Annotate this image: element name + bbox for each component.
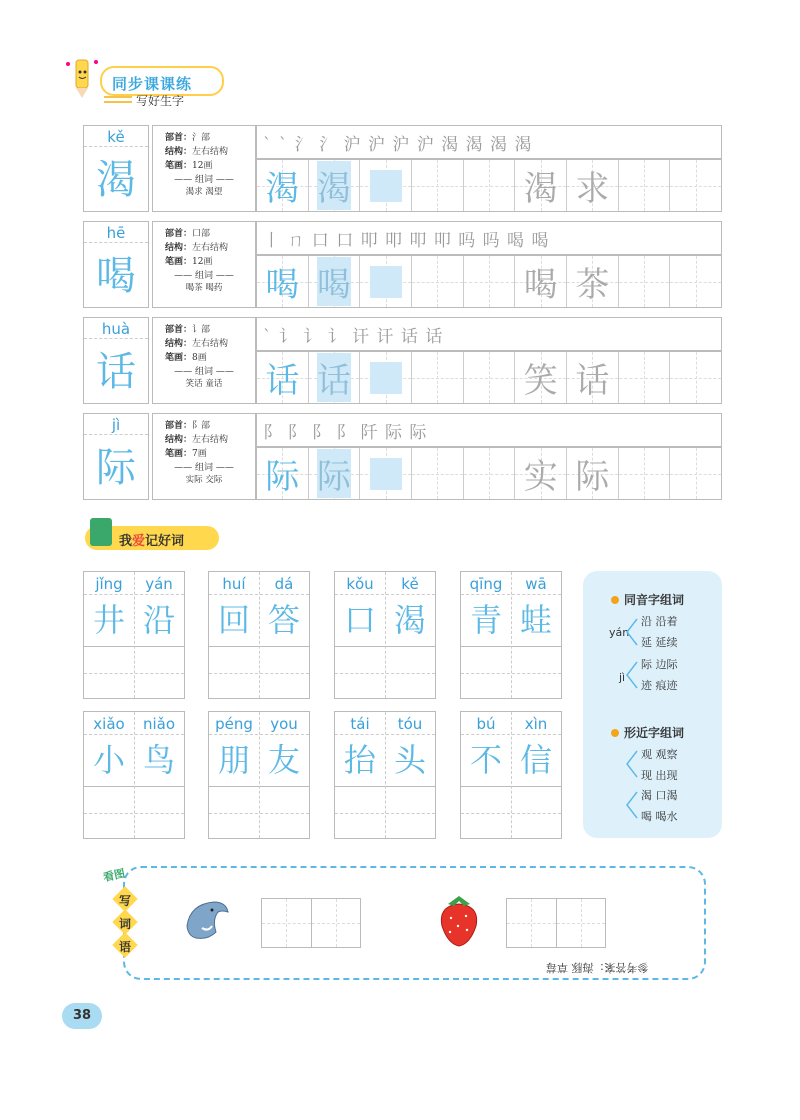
grid-cell-empty[interactable] [619, 448, 671, 499]
word-pinyin: huí [222, 575, 246, 593]
grid-cell-empty[interactable] [412, 448, 464, 499]
grid-cell-empty[interactable] [670, 160, 721, 211]
grid-cell-empty[interactable] [670, 448, 721, 499]
similar-line: 现 出现 [641, 769, 678, 782]
word-char: 不 [469, 741, 502, 779]
header-dash [104, 96, 132, 98]
radical-label: 部首： [165, 325, 193, 335]
group-label: —— 组词 —— [174, 463, 234, 473]
word-pinyin: yán [145, 575, 173, 593]
writing-grid[interactable] [256, 255, 722, 308]
word-box[interactable] [208, 711, 310, 839]
word-char: 信 [519, 741, 552, 779]
word-pinyin: xiǎo [93, 715, 125, 733]
grid-divider [84, 673, 184, 674]
grid-cell-trace[interactable]: 话 [309, 352, 361, 403]
grid-divider [511, 712, 512, 838]
structure-label: 结构： [165, 435, 193, 445]
char-box [83, 125, 149, 212]
grid-divider [461, 673, 561, 674]
char-box [83, 317, 149, 404]
grid-cell-empty[interactable] [412, 160, 464, 211]
practice-row [83, 317, 722, 404]
word-char: 渴 [393, 601, 426, 639]
group-words: 实际 交际 [185, 475, 223, 485]
grid-cell-shade[interactable] [360, 256, 412, 307]
yan-line: 延 延续 [641, 636, 678, 649]
answer-box[interactable] [506, 898, 606, 948]
grid-cell-sample[interactable]: 话 [257, 352, 309, 403]
char-big: 喝 [96, 253, 136, 299]
grid-cell-shade[interactable] [360, 352, 412, 403]
practice-row [83, 413, 722, 500]
word-pinyin: you [270, 715, 298, 733]
grid-cell-shade[interactable] [360, 448, 412, 499]
radical-value: 氵部 [192, 133, 211, 143]
similar-line: 渴 口渴 [641, 789, 678, 802]
word-char: 青 [469, 601, 502, 639]
char-pinyin: hē [84, 224, 148, 243]
strokes-label: 笔画： [165, 353, 193, 363]
grid-cell-empty[interactable] [464, 256, 516, 307]
header-subtitle: 写好生字 [136, 94, 185, 108]
char-box [83, 413, 149, 500]
word-pinyin: qīng [469, 575, 503, 593]
grid-cell-example[interactable]: 话 [567, 352, 619, 403]
word-pinyin: tái [350, 715, 370, 733]
bulb-icon [611, 596, 619, 604]
grid-cell-example[interactable]: 茶 [567, 256, 619, 307]
word-box[interactable] [208, 571, 310, 699]
grid-cell-sample[interactable]: 渴 [257, 160, 309, 211]
grid-cell-example[interactable]: 际 [567, 448, 619, 499]
header-title: 同步课课练 [112, 75, 193, 93]
radical-label: 部首： [165, 133, 193, 143]
strokes-value: 8画 [192, 353, 207, 363]
char-info [152, 221, 256, 308]
side-panel [583, 571, 722, 838]
group-words: 笑话 童话 [185, 379, 223, 389]
word-pinyin: bú [476, 715, 496, 733]
word-box[interactable] [83, 711, 185, 839]
word-box[interactable] [460, 711, 562, 839]
word-box[interactable] [334, 571, 436, 699]
group-words: 渴求 渴望 [185, 187, 223, 197]
char-big: 际 [96, 445, 136, 491]
word-pinyin: dá [274, 575, 294, 593]
strokes-label: 笔画： [165, 257, 193, 267]
book-icon [90, 518, 112, 546]
group-words: 喝茶 喝药 [185, 283, 223, 293]
practice-row [83, 221, 722, 308]
brace-icon [625, 660, 639, 690]
section-title: 我爱记好词 [119, 534, 185, 549]
structure-value: 左右结构 [192, 147, 229, 157]
word-char: 友 [267, 741, 300, 779]
word-box[interactable] [460, 571, 562, 699]
char-pinyin: kě [84, 128, 148, 147]
structure-label: 结构： [165, 243, 193, 253]
grid-divider [134, 572, 135, 698]
radical-value: 讠部 [192, 325, 211, 335]
grid-cell-example[interactable]: 渴 [515, 160, 567, 211]
char-box [83, 221, 149, 308]
similar-line: 观 观察 [641, 748, 678, 761]
dolphin-icon [182, 896, 232, 946]
grid-cell-empty[interactable] [619, 256, 671, 307]
word-box[interactable] [334, 711, 436, 839]
exercise-tag-top: 看图 [101, 866, 127, 885]
char-big: 渴 [96, 157, 136, 203]
strokes-value: 12画 [192, 257, 213, 267]
word-pinyin: tóu [397, 715, 423, 733]
strokes-value: 12画 [192, 161, 213, 171]
char-info [152, 317, 256, 404]
grid-cell-empty[interactable] [670, 352, 721, 403]
structure-value: 左右结构 [192, 243, 229, 253]
yan-line: 沿 沿着 [641, 615, 678, 628]
word-box[interactable] [83, 571, 185, 699]
writing-grid[interactable] [256, 447, 722, 500]
grid-divider [134, 712, 135, 838]
grid-cell-trace[interactable]: 际 [309, 448, 361, 499]
word-pinyin: jǐng [95, 575, 123, 593]
char-big: 话 [96, 349, 136, 395]
word-pinyin: péng [215, 715, 253, 733]
word-pinyin: kě [401, 575, 419, 593]
strawberry-icon [436, 892, 482, 948]
grid-divider [335, 673, 435, 674]
char-pinyin: jì [84, 416, 148, 435]
grid-cell-sample[interactable]: 际 [257, 448, 309, 499]
strokes-label: 笔画： [165, 161, 193, 171]
brace-icon [625, 790, 639, 820]
structure-label: 结构： [165, 147, 193, 157]
radical-value: 口部 [192, 229, 211, 239]
group-label: —— 组词 —— [174, 367, 234, 377]
grid-divider [259, 572, 260, 698]
word-char: 口 [343, 601, 376, 639]
char-info [152, 413, 256, 500]
writing-grid[interactable] [256, 159, 722, 212]
group-label: —— 组词 —— [174, 175, 234, 185]
word-pinyin: wā [525, 575, 547, 593]
strokes-label: 笔画： [165, 449, 193, 459]
stroke-order: 丨 ㄇ 口 口 叩 叩 叩 叩 吗 吗 喝 喝 [256, 221, 722, 255]
grid-divider [511, 572, 512, 698]
structure-value: 左右结构 [192, 435, 229, 445]
brace-icon [625, 617, 639, 647]
practice-row [83, 125, 722, 212]
bulb-icon [611, 729, 619, 737]
yan-label: yán [609, 626, 630, 639]
ji-line: 际 边际 [641, 658, 678, 671]
grid-cell-example[interactable]: 喝 [515, 256, 567, 307]
word-char: 沿 [142, 601, 175, 639]
stroke-order: 阝 阝 阝 阝 阡 际 际 [256, 413, 722, 447]
word-char: 头 [393, 741, 426, 779]
group-label: —— 组词 —— [174, 271, 234, 281]
word-char: 井 [92, 601, 125, 639]
grid-divider [84, 813, 184, 814]
grid-divider [385, 712, 386, 838]
word-pinyin: kǒu [346, 575, 374, 593]
grid-divider [461, 813, 561, 814]
grid-cell-empty[interactable] [464, 448, 516, 499]
homophone-title: 同音字组词 [611, 591, 684, 608]
strokes-value: 7画 [192, 449, 207, 459]
grid-cell-sample[interactable]: 喝 [257, 256, 309, 307]
tag-char: 语 [118, 940, 131, 954]
word-pinyin: niǎo [142, 715, 176, 733]
answer-box[interactable] [261, 898, 361, 948]
writing-grid[interactable] [256, 351, 722, 404]
ji-line: 迹 痕迹 [641, 679, 678, 692]
similar-title: 形近字组词 [611, 724, 684, 741]
structure-value: 左右结构 [192, 339, 229, 349]
grid-cell-example[interactable]: 笑 [515, 352, 567, 403]
tag-char: 写 [118, 894, 131, 908]
header-dash [104, 101, 132, 103]
grid-cell-example[interactable]: 求 [567, 160, 619, 211]
grid-cell-empty[interactable] [670, 256, 721, 307]
word-char: 回 [217, 601, 250, 639]
grid-divider [335, 813, 435, 814]
word-char: 小 [92, 741, 125, 779]
grid-divider [259, 712, 260, 838]
word-char: 鸟 [142, 741, 175, 779]
stroke-order: ` ` 氵 氵 沪 沪 沪 沪 渴 渴 渴 渴 [256, 125, 722, 159]
radical-label: 部首： [165, 421, 193, 431]
word-pinyin: xìn [524, 715, 548, 733]
grid-divider [209, 813, 309, 814]
ji-label: jì [619, 671, 626, 684]
char-pinyin: huà [84, 320, 148, 339]
char-info [152, 125, 256, 212]
page-number: 38 [62, 1003, 102, 1029]
grid-divider [385, 572, 386, 698]
grid-cell-empty[interactable] [619, 160, 671, 211]
radical-label: 部首： [165, 229, 193, 239]
grid-cell-shade[interactable] [360, 160, 412, 211]
tag-char: 词 [118, 917, 131, 931]
answer-key: 参考答案：海豚 草莓 [546, 961, 649, 974]
grid-cell-example[interactable]: 实 [515, 448, 567, 499]
brace-icon [625, 749, 639, 779]
grid-cell-empty[interactable] [619, 352, 671, 403]
grid-cell-empty[interactable] [412, 256, 464, 307]
word-char: 蛙 [519, 601, 552, 639]
grid-cell-trace[interactable]: 喝 [309, 256, 361, 307]
structure-label: 结构： [165, 339, 193, 349]
grid-cell-empty[interactable] [412, 352, 464, 403]
radical-value: 阝部 [192, 421, 211, 431]
word-char: 抬 [343, 741, 376, 779]
word-char: 朋 [217, 741, 250, 779]
similar-line: 喝 喝水 [641, 810, 678, 823]
grid-cell-trace[interactable]: 渴 [309, 160, 361, 211]
grid-divider [209, 673, 309, 674]
stroke-order: ` 讠 讠 讠 讦 讦 话 话 [256, 317, 722, 351]
word-char: 答 [267, 601, 300, 639]
grid-cell-empty[interactable] [464, 160, 516, 211]
pencil-mascot-icon [62, 56, 102, 100]
grid-cell-empty[interactable] [464, 352, 516, 403]
